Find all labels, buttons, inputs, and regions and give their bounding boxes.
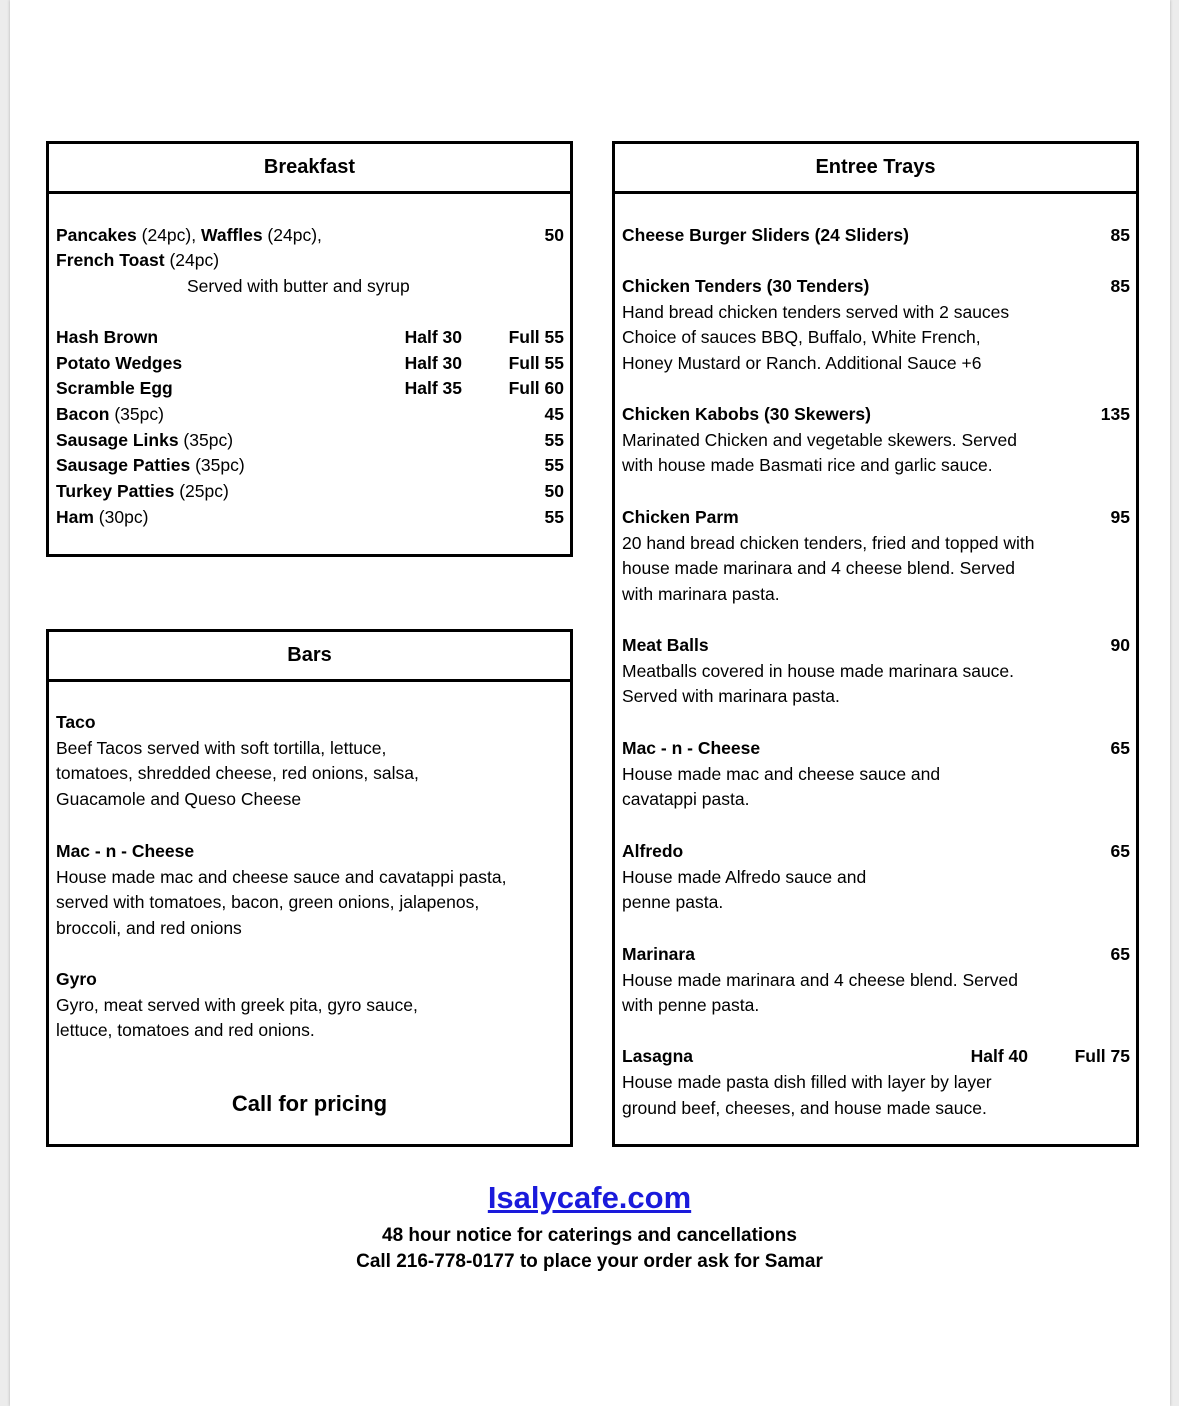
entree-item-price: 85 <box>1110 225 1130 245</box>
entree-item-name: Alfredo <box>622 841 684 861</box>
side-item-full: Full 55 <box>508 327 564 347</box>
entree-item-price: 85 <box>1110 276 1130 296</box>
entree-item-name: Cheese Burger Sliders (24 Sliders) <box>622 225 909 245</box>
breakfast-first-price: 50 <box>544 225 564 245</box>
waffles-qty: (24pc), <box>262 225 322 245</box>
waffles-name: Waffles <box>200 225 263 245</box>
entree-item-desc: with penne pasta. <box>622 995 760 1016</box>
bar-item-desc: tomatoes, shredded cheese, red onions, salsa, <box>56 763 419 784</box>
bar-item-desc: broccoli, and red onions <box>56 918 242 939</box>
entree-item-price: 95 <box>1110 507 1130 527</box>
entree-item-desc: House made marinara and 4 cheese blend. Served <box>622 969 1018 990</box>
side-item-half: Half 30 <box>404 352 462 373</box>
entree-item-desc: Marinated Chicken and vegetable skewers. Served <box>622 429 1017 450</box>
bar-item-desc: Beef Tacos served with soft tortilla, lettuce, <box>56 737 387 758</box>
pancakes-name: Pancakes <box>56 225 137 245</box>
entree-item-price: 90 <box>1110 635 1130 655</box>
entree-item-price: 65 <box>1110 944 1130 964</box>
entree-item-desc: Honey Mustard or Ranch. Additional Sauce +6 <box>622 353 982 374</box>
meat-item-price: 55 <box>544 429 564 450</box>
side-item-half: Half 30 <box>404 327 462 347</box>
meat-item-qty: (35pc) <box>178 429 234 450</box>
meat-item-price: 55 <box>544 455 564 476</box>
entree-item-price: 65 <box>1110 841 1130 861</box>
side-item-full: Full 55 <box>508 352 564 373</box>
lasagna-half: Half 40 <box>970 1046 1028 1066</box>
entree-item-desc: house made marinara and 4 cheese blend. Served <box>622 558 1016 579</box>
side-item-name: Potato Wedges <box>56 352 183 373</box>
meat-item-qty: (30pc) <box>93 506 149 527</box>
bar-item-desc: House made mac and cheese sauce and cavatappi pasta, <box>56 866 507 887</box>
bar-item-desc: Gyro, meat served with greek pita, gyro sauce, <box>56 994 418 1015</box>
lasagna-desc-2: ground beef, cheeses, and house made sauce. <box>622 1098 987 1118</box>
notice-text: 48 hour notice for caterings and cancellations <box>382 1225 797 1246</box>
breakfast-note: Served with butter and syrup <box>187 276 410 296</box>
french-toast-name: French Toast <box>56 250 165 270</box>
meat-item-price: 55 <box>544 506 564 527</box>
entree-item-desc: House made mac and cheese sauce and <box>622 763 941 784</box>
bar-item-name: Gyro <box>56 969 97 989</box>
entree-item-name: Chicken Tenders (30 Tenders) <box>622 276 870 296</box>
meat-item <box>56 505 148 531</box>
entree-item-price: 65 <box>1110 738 1130 758</box>
meat-item-name: Sausage Patties <box>56 455 191 476</box>
entree-item-desc: penne pasta. <box>622 892 724 913</box>
lasagna-desc-1: House made pasta dish filled with layer by layer <box>622 1072 992 1092</box>
entree-item-name: Marinara <box>622 944 695 964</box>
website-link[interactable]: Isalycafe.com <box>487 1180 692 1215</box>
entree-item-name: Chicken Parm <box>622 507 739 527</box>
meat-item-name: Ham <box>56 506 94 527</box>
entree-item-desc: with house made Basmati rice and garlic sauce. <box>622 455 993 476</box>
meat-item-name: Sausage Links <box>56 429 179 450</box>
order-call-text: Call 216-778-0177 to place your order ask for Samar <box>356 1251 823 1272</box>
meat-item-qty: (35pc) <box>190 455 245 476</box>
entree-item-price: 135 <box>1100 404 1130 424</box>
meat-item-price: 50 <box>544 481 564 502</box>
meat-item-qty: (35pc) <box>109 404 164 424</box>
side-item-name: Scramble Egg <box>56 378 173 399</box>
bar-item-name: Mac - n - Cheese <box>56 841 195 861</box>
meat-item <box>56 428 233 454</box>
meat-item-price: 45 <box>544 404 564 424</box>
entree-item-desc: House made Alfredo sauce and <box>622 866 867 887</box>
breakfast-title: Breakfast <box>49 144 570 194</box>
breakfast-french-line <box>56 248 219 274</box>
entree-item-desc: 20 hand bread chicken tenders, fried and topped with <box>622 532 1035 553</box>
meat-item <box>56 479 229 505</box>
french-toast-qty: (24pc) <box>164 250 220 270</box>
entree-item-desc: cavatappi pasta. <box>622 789 750 810</box>
entree-item-name: Chicken Kabobs (30 Skewers) <box>622 404 871 424</box>
meat-item <box>56 453 245 479</box>
bar-item-desc: lettuce, tomatoes and red onions. <box>56 1020 315 1041</box>
meat-item-qty: (25pc) <box>174 481 229 502</box>
entree-item-desc: Choice of sauces BBQ, Buffalo, White French, <box>622 327 981 348</box>
breakfast-pancakes-line <box>56 223 322 249</box>
pancakes-qty: (24pc), <box>136 225 201 245</box>
entree-title: Entree Trays <box>615 144 1136 194</box>
entree-item-name: Meat Balls <box>622 635 709 655</box>
meat-item <box>56 402 164 428</box>
bar-item-desc: Guacamole and Queso Cheese <box>56 789 302 810</box>
side-item-half: Half 35 <box>404 378 462 399</box>
lasagna-full: Full 75 <box>1074 1046 1130 1066</box>
bars-call-for-pricing: Call for pricing <box>231 1091 388 1116</box>
bar-item-name: Taco <box>56 712 96 732</box>
entree-item-desc: Served with marinara pasta. <box>622 686 840 707</box>
entree-item-name: Mac - n - Cheese <box>622 738 761 758</box>
meat-item-name: Bacon <box>56 404 110 424</box>
lasagna-name: Lasagna <box>622 1046 693 1066</box>
entree-item-desc: with marinara pasta. <box>622 584 780 605</box>
bars-title: Bars <box>49 632 570 682</box>
entree-item-desc: Hand bread chicken tenders served with 2 sauces <box>622 301 1010 322</box>
bar-item-desc: served with tomatoes, bacon, green onions, jalapenos, <box>56 892 480 913</box>
meat-item-name: Turkey Patties <box>56 481 175 502</box>
side-item-full: Full 60 <box>508 378 564 399</box>
entree-item-desc: Meatballs covered in house made marinara sauce. <box>622 660 1015 681</box>
side-item-name: Hash Brown <box>56 327 159 347</box>
